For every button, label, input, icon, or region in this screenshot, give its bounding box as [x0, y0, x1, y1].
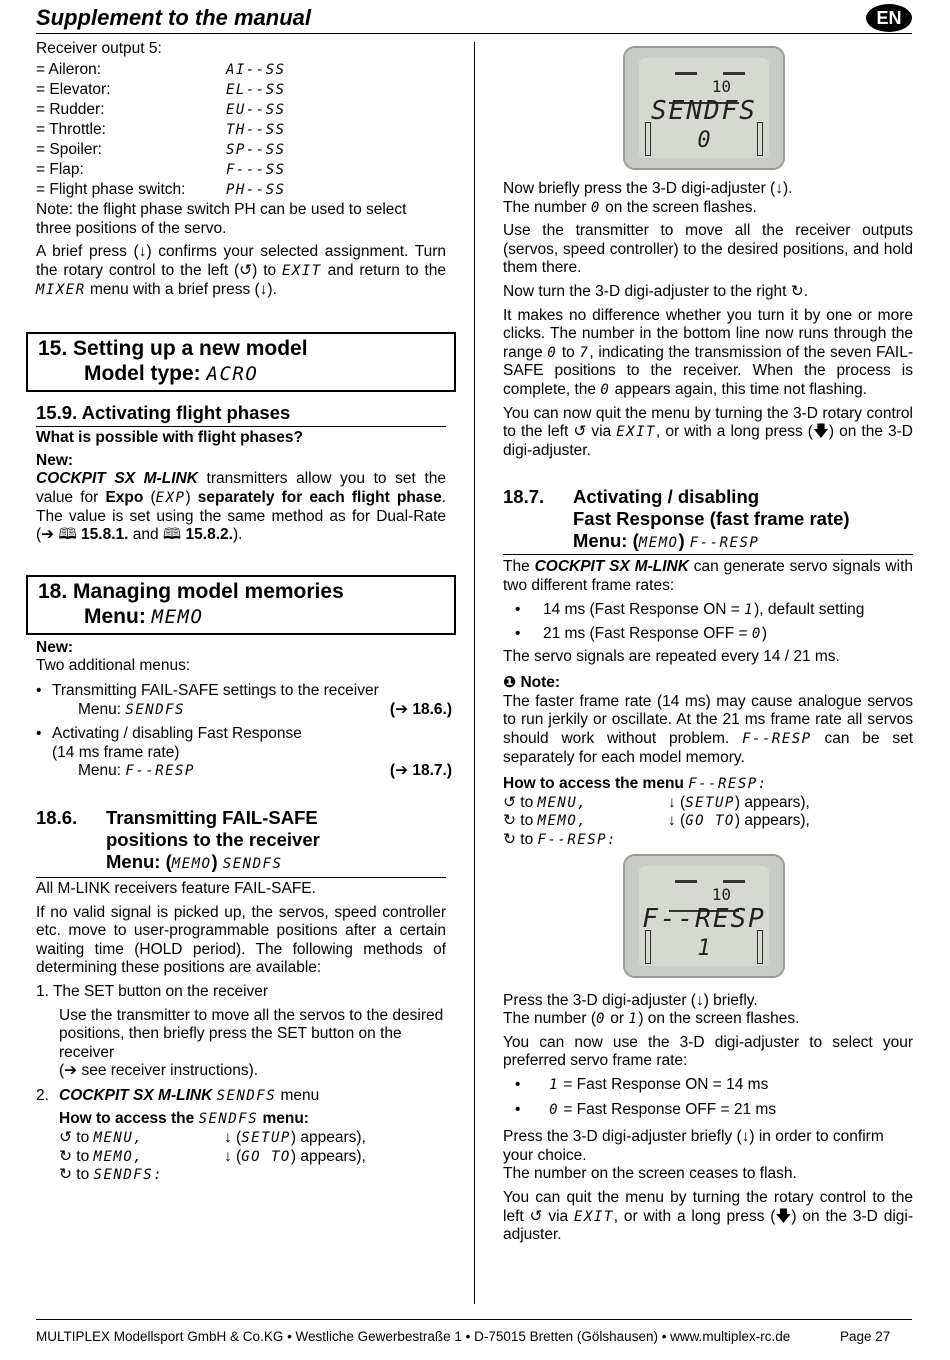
r4: Now turn the 3-D digi-adjuster to the right ↻. — [503, 282, 809, 300]
method-1-ref: (➔ see receiver instructions). — [59, 1062, 259, 1080]
assignment-row: = Flap: F---SS — [36, 161, 286, 179]
confirm-text: A brief press (↓) confirms your selected assignment. Turn the rotary control to the left (↺) to EXIT and return to the MIXER menu with a brief press (↓). — [36, 243, 447, 298]
right-column — [503, 40, 913, 1250]
r7: Press the 3-D digi-adjuster (↓) briefly. — [503, 991, 758, 1009]
note-text: Note: the flight phase switch PH can be used to select three positions of the servo. — [36, 201, 407, 237]
language-badge: EN — [866, 4, 912, 32]
access-step: ↻ to F--RESP: — [503, 831, 617, 849]
section-18-new: New: — [36, 638, 74, 656]
r9: You can now use the 3-D digi-adjuster to select your preferred servo frame rate: — [503, 1033, 913, 1070]
page-number: Page 27 — [840, 1329, 891, 1344]
page-title: Supplement to the manual — [36, 5, 312, 30]
section-18-7-title: 18.7. Activating / disabling Fast Response (fast frame rate) Menu: (MEMO) F--RESP — [503, 486, 850, 552]
assign-intro: Receiver output 5: — [36, 40, 162, 57]
option-fast-off: • 0 = Fast Response OFF = 21 ms — [515, 1100, 777, 1118]
section-18-6-title: 18.6. Transmitting FAIL-SAFE positions to the receiver Menu: (MEMO) SENDFS — [36, 807, 446, 878]
access-step: ↺ to MENU, ↓ (SETUP) appears), — [503, 793, 810, 811]
section-18-7-p1: The COCKPIT SX M-LINK can generate servo signals with two different frame rates: — [503, 558, 913, 594]
r12: You can quit the menu by turning the rotary control to the left ↺ via EXIT, or with a long press (🡇) on the 3-D digi-adjuster. — [503, 1188, 914, 1244]
access-step: ↻ to MEMO, ↓ (GO TO) appears), — [503, 812, 810, 830]
r3: Use the transmitter to move all the receiver outputs (servos, speed controller) to the desired positions, and hold them there. — [503, 222, 913, 277]
lcd-main-text: SENDFS — [651, 96, 757, 126]
r8: The number (0 or 1) on the screen flashes. — [503, 1010, 800, 1028]
note-heading: ❶ Note: — [503, 674, 561, 692]
section-18-bullet-failsafe: • Transmitting FAIL-SAFE settings to the receiver Menu: SENDFS (➔ 18.6.) — [36, 681, 452, 718]
header-rule — [36, 33, 912, 34]
section-15-heading: 15. Setting up a new model Model type: ACRO — [26, 332, 456, 392]
section-18-6-p1: All M-LINK receivers feature FAIL-SAFE. — [36, 879, 316, 897]
r10: Press the 3-D digi-adjuster briefly (↓) in order to confirm your choice. — [503, 1128, 884, 1164]
access-step: ↻ to MEMO, ↓ (GO TO) appears), — [59, 1147, 366, 1165]
option-fast-on: • 1 = Fast Response ON = 14 ms — [515, 1076, 769, 1093]
r2: The number 0 on the screen flashes. — [503, 198, 757, 216]
access-step: ↺ to MENU, ↓ (SETUP) appears), — [59, 1129, 366, 1147]
access-step: ↻ to SENDFS: — [59, 1166, 164, 1184]
fresp-access-howto: How to access the menu F--RESP: ↺ to MENU, ↓ (SETUP) appears), ↻ to MEMO, ↓ (GO TO) appears), ↻ to F--RESP: — [503, 775, 913, 849]
column-divider — [474, 42, 475, 1304]
assignment-row: = Spoiler: SP--SS — [36, 140, 286, 158]
assignment-row: = Flight phase switch: PH--SS — [36, 181, 286, 199]
sendfs-access-howto: How to access the SENDFS menu: ↺ to MENU, ↓ (SETUP) appears), ↻ to MEMO, ↓ (GO TO) appears), ↻ to SENDFS: — [36, 1110, 446, 1184]
lcd-value: 0 — [697, 128, 711, 153]
lcd-screen-sendfs: 10 SENDFS 0 — [623, 46, 785, 170]
assignment-row: = Aileron: AI--SS — [36, 60, 286, 78]
frame-rate-21ms: • 21 ms (Fast Response OFF = 0) — [515, 625, 768, 643]
r11: The number on the screen ceases to flash. — [503, 1165, 797, 1183]
method-2-title: 2. COCKPIT SX M-LINK SENDFS menu — [36, 1086, 320, 1104]
section-15-9-text: COCKPIT SX M-LINK transmitters allow you to set the value for Expo (EXP) separately for each flight phase. The value is set using the same method as for Dual-Rate (➔ 🕮 15.8.1. and 🕮 15.8.2.). — [36, 470, 447, 544]
r6: You can now quit the menu by turning the 3-D rotary control to the left ↺ via EXIT, or with a long press (🡇) on the 3-D digi-adjuster. — [503, 404, 913, 459]
note-body: The faster frame rate (14 ms) may cause analogue servos to run jerkily or oscillate. At the 21 ms frame rate all servos should work without problem. F--RESP can be set separately for each model memory. — [503, 692, 913, 766]
section-15-9-question: What is possible with flight phases? — [36, 429, 303, 447]
section-18-7-p2: The servo signals are repeated every 14 / 21 ms. — [503, 647, 840, 665]
r5: It makes no difference whether you turn it by one or more clicks. The number in the bottom line now runs through the range 0 to 7, indicating the transmission of the seven FAIL-SAFE positions to the receiver. When the process is complete, the 0 appears again, this time not flashing. — [503, 306, 914, 398]
assignment-list — [36, 61, 446, 200]
method-1-title: 1. The SET button on the receiver — [36, 982, 269, 1000]
footer-rule — [36, 1319, 912, 1320]
section-18-two-menus: Two additional menus: — [36, 657, 191, 675]
note-icon: ❶ — [503, 674, 517, 692]
assignment-row: = Elevator: EL--SS — [36, 80, 286, 98]
section-15-9-new: New: — [36, 451, 74, 469]
left-column — [36, 40, 452, 1185]
section-18-bullet-fastresponse: • Activating / disabling Fast Response (14 ms frame rate) Menu: F--RESP (➔ 18.7.) — [36, 725, 452, 780]
section-18-heading: 18. Managing model memories Menu: MEMO — [26, 575, 456, 635]
footer-company: MULTIPLEX Modellsport GmbH & Co.KG • Westliche Gewerbestraße 1 • D-75015 Bretten (Gölshausen) • www.multiplex-rc.de — [36, 1329, 791, 1344]
assignment-row: = Rudder: EU--SS — [36, 100, 286, 118]
lcd-value: 1 — [697, 935, 711, 961]
section-15-9-title: 15.9. Activating flight phases — [36, 402, 446, 427]
assignment-row: = Throttle: TH--SS — [36, 120, 286, 138]
frame-rate-14ms: • 14 ms (Fast Response ON = 1), default setting — [515, 600, 865, 618]
lcd-main-text: F--RESP — [642, 903, 766, 934]
r1: Now briefly press the 3-D digi-adjuster (↓). — [503, 180, 793, 197]
section-18-6-p2: If no valid signal is picked up, the servos, speed controller etc. move to user-programmable positions after a certain waiting time (HOLD period). The following methods of determining these positions are available: — [36, 903, 446, 977]
method-1-text: Use the transmitter to move all the servos to the desired positions, then briefly press the SET button on the receiver — [59, 1006, 444, 1061]
lcd-screen-fresp: 10 F--RESP 1 — [623, 854, 785, 978]
